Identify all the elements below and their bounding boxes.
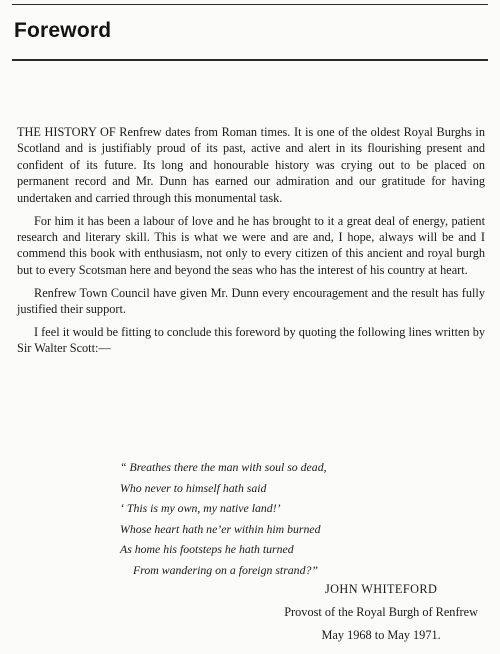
- paragraph-quote-intro: I feel it would be fitting to conclude this foreword by quoting the following lines written by Sir Walter Scott:—: [17, 324, 485, 356]
- signatory-name: JOHN WHITEFORD: [324, 582, 438, 596]
- signatory-title: Provost of the Royal Burgh of Renfrew: [284, 605, 478, 619]
- poem-line: ‘ This is my own, my native land!’: [120, 501, 281, 516]
- paragraph-labour-of-love: For him it has been a labour of love and he has brought to it a great deal of energy, patient research and literary skill. This is what we were and are and, I hope, always will be and I commend this book with enthusiasm, not only to every citizen of this ancient and royal burgh but to every Scotsman here and beyond the seas who has the interest of his country at heart.: [17, 213, 485, 277]
- poem-line: Who never to himself hath said: [120, 480, 267, 495]
- poem-line: “ Breathes there the man with soul so dead,: [120, 460, 327, 474]
- foreword-body: [17, 124, 485, 363]
- paragraph-town-council: Renfrew Town Council have given Mr. Dunn every encouragement and the result has fully justified their support.: [17, 285, 485, 317]
- poem-line: As home his footsteps he hath turned: [120, 542, 294, 557]
- signatory-term: May 1968 to May 1971.: [321, 628, 441, 642]
- title-rule: [12, 59, 488, 61]
- poem-quotation: [120, 457, 460, 581]
- poem-line: From wandering on a foreign strand?”: [133, 562, 318, 577]
- poem-line: Whose heart hath ne’er within him burned: [120, 521, 321, 536]
- top-rule: [12, 4, 488, 5]
- paragraph-intro: THE HISTORY OF Renfrew dates from Roman times. It is one of the oldest Royal Burghs in Scotland and is justifiably proud of its past, active and alert in its flourishing present and confident of its future. Its long and honourable history was crying out to be placed on permanent record and Mr. Dunn has earned our admiration and our gratitude for having undertaken and carried through this monumental task.: [17, 125, 485, 205]
- signature-block: [284, 578, 478, 647]
- page-title: Foreword: [14, 19, 112, 42]
